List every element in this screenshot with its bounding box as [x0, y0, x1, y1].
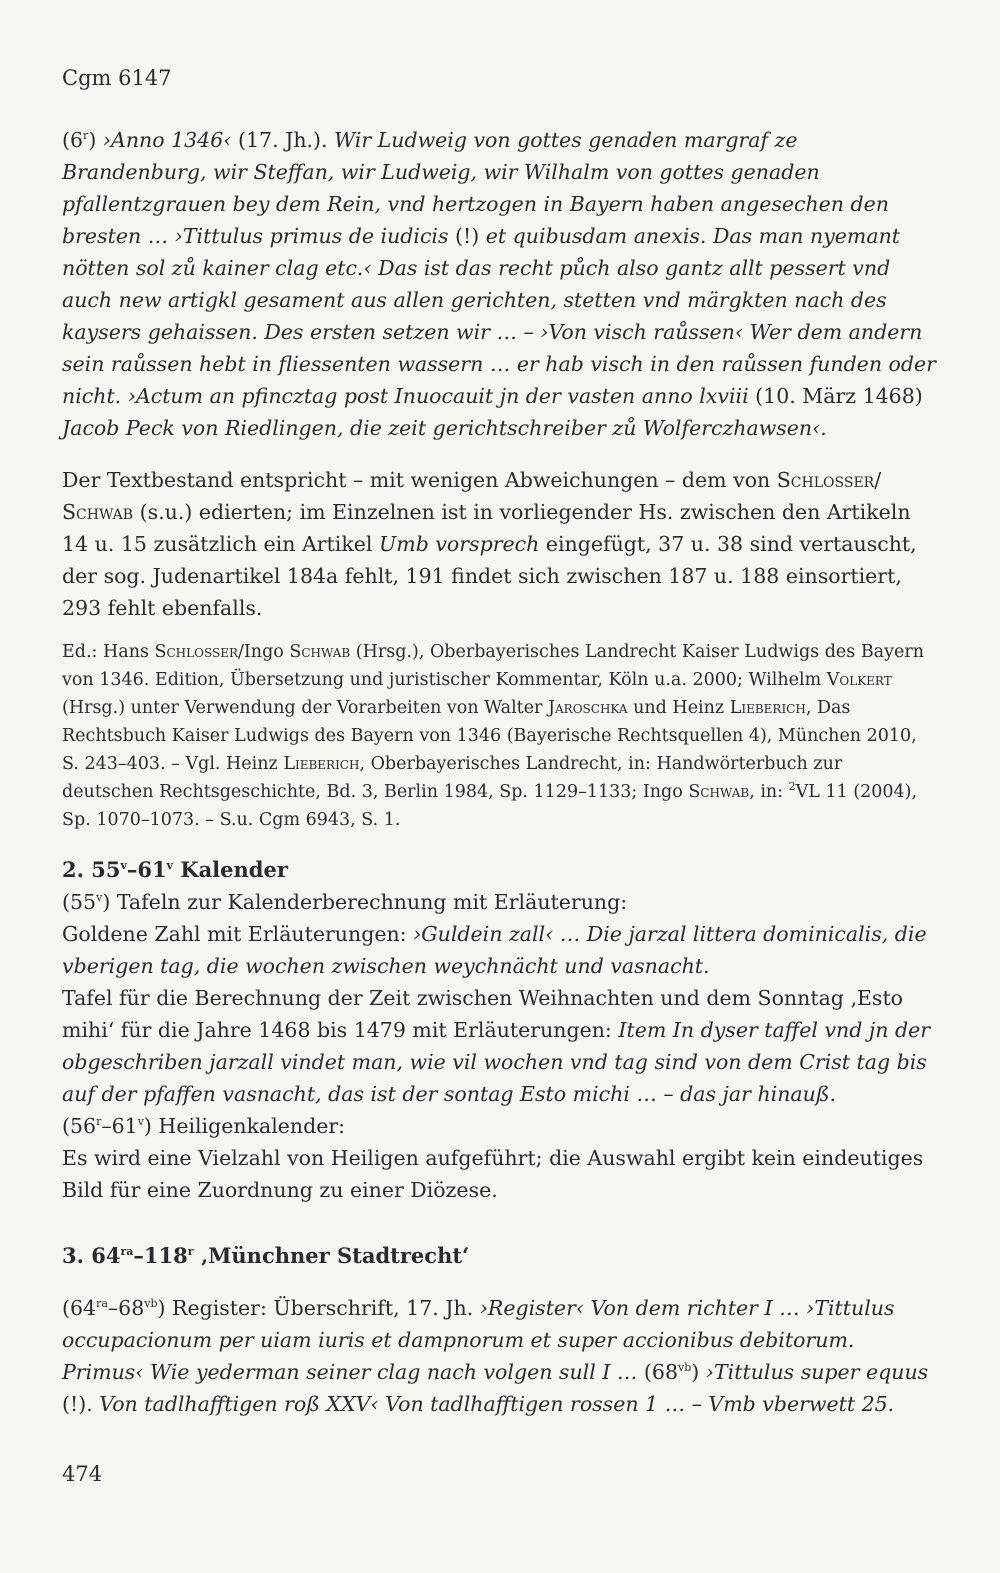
paragraph-edition: Ed.: Hans Schlosser/Ingo Schwab (Hrsg.), Oberbayerisches Landrecht Kaiser Ludwigs des Bayern von 1346. Edition, Übersetzung und juristischer Kommentar, Köln u.a. 2000; Wilhelm Volkert (Hrsg.) unter Verwendung der Vorarbeiten von Walter Jaroschka und Heinz Lieberich, Das Rechtsbuch Kaiser Ludwigs des Bayern von 1346 (Bayerische Rechtsquellen 4), München 2010, S. 243–403. – Vgl. Heinz Lieberich, Oberbayerisches Landrecht, in: Handwörterbuch zur deutschen Rechtsgeschichte, Bd. 3, Berlin 1984, Sp. 1129–1133; Ingo Schwab, in: $^2$VL 11 (2004), Sp. 1070–1073. – S.u. Cgm 6943, S. 1. — [62, 642, 924, 830]
section-heading-kalender: 2. 55$^v$–61$^v$ Kalender — [62, 857, 288, 882]
section-heading-stadtrecht: 3. $64^{ra}-118^r$ ‚Münchner Stadtrecht‘ — [62, 1243, 470, 1268]
kalender-line-heiligen-auswahl: Es wird eine Vielzahl von Heiligen aufgeführt; die Auswahl ergibt kein eindeutiges Bild für eine Zuordnung zu einer Diözese. — [62, 1146, 924, 1202]
paragraph-textbestand: Der Textbestand entspricht – mit wenigen Abweichungen – dem von Schlosser/ Schwab (s.u.) edierten; im Einzelnen ist in vorliegender Hs. zwischen den Artikeln 14 u. 15 zusätzlich ein Artikel Umb vorsprech eingefügt, 37 u. 38 sind vertauscht, der sog. Judenartikel 184a fehlt, 191 findet sich zwischen 187 u. 188 einsortiert, 293 fehlt ebenfalls. — [62, 468, 917, 620]
paragraph-register: $(64^{ra}-68^{vb})$ Register: Überschrift, 17. Jh. ›Register‹ Von dem richter I … ›Tittulus occupacionum per uiam iuris et dampnorum et super accionibus debitorum. Primus‹ Wie yederman seiner clag nach volgen sull I … $(68^{vb})$ ›Tittulus super equus (!). Von tadlhafftigen roß XXV‹ Von tadlhafftigen rossen 1 … – Vmb vberwett 25. — [62, 1296, 929, 1416]
kalender-line-heiligenkalender: (56$^r$–61$^v$) Heiligenkalender: — [62, 1114, 346, 1138]
kalender-line-tafeln: (55$^v$) Tafeln zur Kalenderberechnung mit Erläuterung: — [62, 890, 628, 914]
running-header: Cgm 6147 — [62, 66, 172, 90]
page-number: 474 — [62, 1462, 103, 1486]
paragraph-incipit: (6$^r$) ›Anno 1346‹ (17. Jh.). Wir Ludweig von gottes genaden margraf ze Brandenburg, wir Steffan, wir Ludweig, wir Wilhalm von gottes genaden pfallentzgrauen bey dem Rein, vnd hertzogen in Bayern haben angesechen den bresten … ›Tittulus primus de iudicis (!) et quibusdam anexis. Das man nyemant nötten sol zů kainer clag etc.‹ Das ist das recht půch also gantz allt pessert vnd auch new artigkl gesament aus allen gerichten, stetten vnd märgkten nach des kaysers gehaissen. Des ersten setzen wir … – ›Von visch raůssen‹ Wer dem andern sein raůssen hebt in fliessenten wassern … er hab visch in den raůssen funden oder nicht. ›Actum an pfincztag post Inuocauit jn der vasten anno lxviii (10. März 1468) Jacob Peck von Riedlingen, die zeit gerichtschreiber zů Wolferczhawsen‹. — [62, 128, 936, 440]
kalender-line-tafel-weihnachten: Tafel für die Berechnung der Zeit zwischen Weihnachten und dem Sonntag ‚Esto mihi‘ für die Jahre 1468 bis 1479 mit Erläuterungen: Item In dyser taffel vnd jn der obgeschriben jarzall vindet man, wie vil wochen vnd tag sind von dem Crist tag bis auf der pfaffen vasnacht, das ist der sontag Esto michi … – das jar hinauß. — [62, 986, 931, 1106]
kalender-line-goldene-zahl: Goldene Zahl mit Erläuterungen: ›Guldein zall‹ … Die jarzal littera dominicalis, die vberigen tag, die wochen zwischen weychnächt und vasnacht. — [62, 922, 927, 978]
